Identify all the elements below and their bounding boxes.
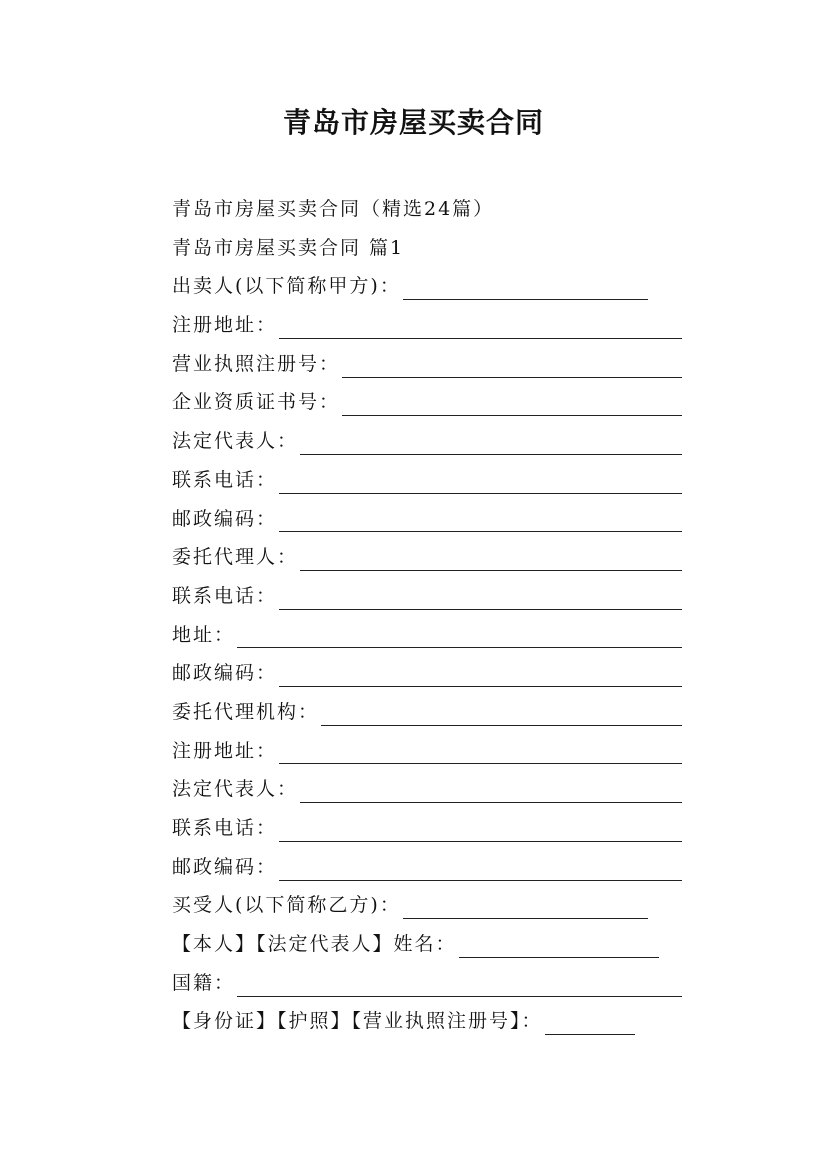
- field-label: 联系电话：: [172, 817, 278, 839]
- field-label: 注册地址：: [172, 739, 278, 762]
- buyer-name-field: [172, 925, 682, 964]
- fill-blank: [403, 277, 648, 300]
- field-label: 【身份证】【护照】【营业执照注册号】：: [172, 1010, 543, 1033]
- fill-blank: [279, 587, 682, 610]
- registered-address-field: [172, 732, 682, 771]
- field-label: 邮政编码：: [172, 855, 278, 878]
- fill-blank: [342, 355, 682, 378]
- document-title: 青岛市房屋买卖合同: [282, 106, 544, 139]
- field-label: 联系电话：: [172, 584, 278, 607]
- field-label: 【本人】【法定代表人】姓名：: [172, 933, 457, 956]
- phone-field: [172, 577, 682, 616]
- field-label: 出卖人(以下简称甲方)：: [172, 275, 401, 298]
- document-body: [172, 190, 682, 1041]
- id-document-field: [172, 1002, 682, 1041]
- nationality-field: [172, 964, 682, 1003]
- fill-blank: [300, 780, 682, 803]
- field-label: 企业资质证书号：: [172, 391, 341, 414]
- phone-field: [172, 461, 682, 500]
- agent-field: [172, 538, 682, 577]
- legal-representative-field: [172, 770, 682, 809]
- address-field: [172, 616, 682, 655]
- subtitle-line: [172, 190, 682, 229]
- field-label: 邮政编码：: [172, 507, 278, 530]
- fill-blank: [237, 974, 682, 997]
- fill-blank: [279, 741, 682, 764]
- legal-representative-field: [172, 422, 682, 461]
- field-label: 地址：: [172, 623, 236, 646]
- fill-blank: [279, 509, 682, 532]
- field-label: 法定代表人：: [172, 778, 299, 801]
- fill-blank: [300, 548, 682, 571]
- fill-blank: [279, 664, 682, 687]
- fill-blank: [545, 1012, 635, 1035]
- fill-blank: [321, 703, 682, 726]
- fill-blank: [403, 896, 648, 919]
- phone-field: [172, 809, 682, 848]
- field-label: 买受人(以下简称乙方)：: [172, 894, 401, 917]
- fill-blank: [279, 316, 682, 339]
- fill-blank: [342, 393, 682, 416]
- business-license-field: [172, 345, 682, 384]
- line-text: 青岛市房屋买卖合同（精选24篇）: [172, 198, 495, 220]
- field-label: 委托代理机构：: [172, 700, 320, 723]
- postal-code-field: [172, 848, 682, 887]
- fill-blank: [279, 858, 682, 881]
- postal-code-field: [172, 654, 682, 693]
- field-label: 营业执照注册号：: [172, 352, 341, 375]
- fill-blank: [459, 935, 659, 958]
- fill-blank: [279, 819, 682, 842]
- qualification-cert-field: [172, 383, 682, 422]
- fill-blank: [279, 471, 682, 494]
- line-text: 青岛市房屋买卖合同 篇1: [172, 236, 405, 259]
- field-label: 注册地址：: [172, 314, 278, 337]
- field-label: 邮政编码：: [172, 662, 278, 685]
- section-heading: [172, 229, 682, 268]
- agency-field: [172, 693, 682, 732]
- field-label: 国籍：: [172, 971, 236, 994]
- field-label: 法定代表人：: [172, 430, 299, 453]
- registered-address-field: [172, 306, 682, 345]
- fill-blank: [300, 432, 682, 455]
- fill-blank: [237, 625, 682, 648]
- field-label: 联系电话：: [172, 468, 278, 491]
- field-label: 委托代理人：: [172, 546, 299, 569]
- seller-field: [172, 267, 682, 306]
- buyer-field: [172, 886, 682, 925]
- postal-code-field: [172, 500, 682, 539]
